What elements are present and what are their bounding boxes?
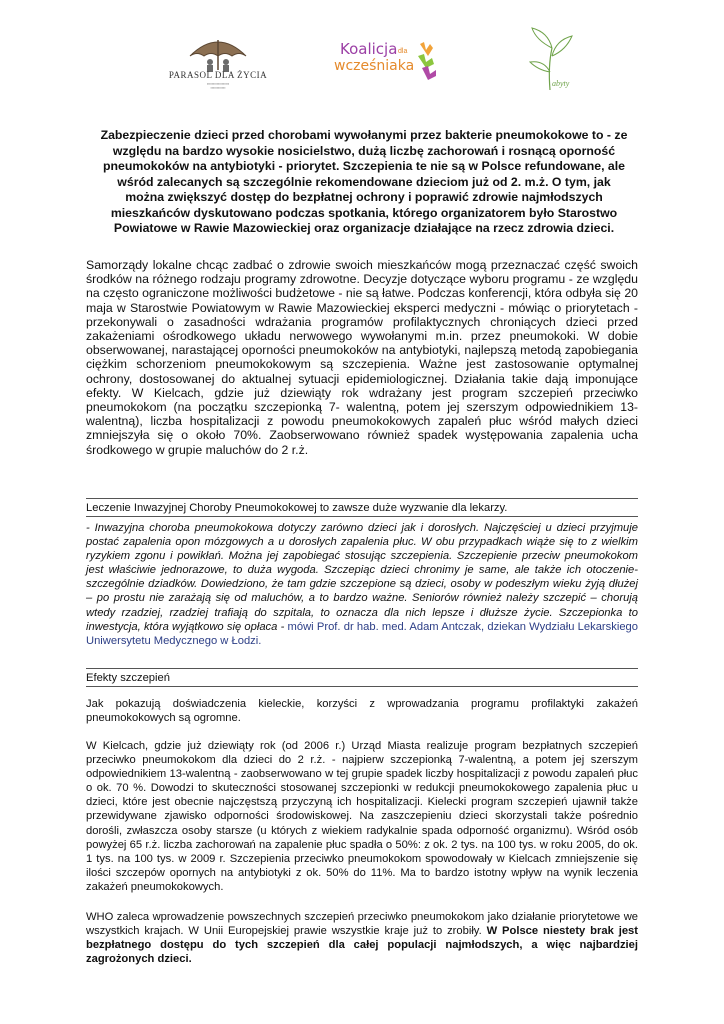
koalicja-dla-wczesniaka-logo [330, 36, 440, 96]
koalicja-word: Koalicja [340, 40, 398, 58]
plant-logo-text: abyty [552, 79, 570, 88]
logo-bar [0, 26, 724, 106]
body-paragraph-1: Samorządy lokalne chcąc zadbać o zdrowie swoich mieszkańców mogą przeznaczać część swoich środków na różnego rodzaju programy zdrowotne. Decyzje dotyczące wyboru programu - ze względu na często ograniczone możliwości budżetowe - nie są łatwe. Podczas konferencji, która odbyła się 20 maja w Starostwie Powiatowym w Rawie Mazowieckiej eksperci medyczni - mówiąc o priorytetach - przekonywali o zasadności wdrażania programów profilaktycznych chroniących dzieci przed zakażeniami ośrodkowego układu nerwowego wywołanymi m.in. przez pneumokoki. W dobie obserwowanej, narastającej oporności pneumokoków na antybiotyki, najlepszą metodą zapobiegania ciężkim schorzeniom pneumokokowym są szczepienia. Ważne jest zastosowanie optymalnej ochrony, dostosowanej do aktualnej sytuacji epidemiologicznej. Działania takie dają imponujące efekty. W Kielcach, gdzie już dziewiąty rok wdrażany jest program szczepień przeciwko pneumokokom (na początku szczepionką 7- walentną, potem jej szerszym odpowiednikiem 13- walentną), liczba hospitalizacji z powodu pneumokokowych zapaleń płuc wśród małych dzieci zmniejszyła się o około 70%. Zaobserwowano również spadek występowania zapalenia ucha środkowego w grupie maluchów do 2 r.ż. [86, 258, 638, 457]
quote-text: - Inwazyjna choroba pneumokokowa dotyczy zarówno dzieci jak i dorosłych. Najczęściej u dzieci przyjmuje postać zapalenia opon mózgowych a u dorosłych zapalenia płuc. W obu przypadkach wiąże się to z wielkim ryzykiem zgonu i powikłań. Można jej zapobiegać stosując szczepienia. Szczepienie przeciw pneumokokom jest właściwie jednorazowe, to duża wygoda. Szczepiąc dzieci chronimy je same, ale także ich otoczenie- szczególnie dziadków. Dowiedziono, że tam gdzie szczepione są dzieci, osoby w podeszłym wieku żyją dłużej – po prostu nie zarażają się od maluchów, a to bardzo ważne. Seniorów również należy szczepić – chorują wtedy rzadziej, rzadziej trafiają do szpitala, to oznacza dla nich lepsze i dłuższe życie. Szczepionka to inwestycja, która wyjątkowo się opłaca - [86, 522, 638, 633]
plant-logo [522, 26, 578, 92]
paragraph-4-text: WHO zaleca wprowadzenie powszechnych szczepień przeciwko pneumokokom jako działanie priorytetowe we wszystkich krajach. W Unii Europejskiej prawie wszystkie kraje już to zrobiły. [86, 911, 638, 938]
sprout-icon [522, 26, 578, 92]
section-divider-4 [86, 686, 638, 687]
expert-quote [86, 521, 638, 648]
wczesniaka-word: wcześniaka [334, 58, 415, 74]
koalicja-dla-word: dla [398, 48, 408, 55]
body-paragraph-2: Jak pokazują doświadczenia kieleckie, korzyści z wprowadzania programu profilaktyki zakażeń pneumokokowych są ogromne. [86, 698, 638, 725]
section-divider-3 [86, 668, 638, 669]
parasol-subtext: ▪▪▪▪▪▪▪▪▪▪▪▪▪▪▪▪▪▪ ▪▪▪▪▪▪▪▪▪▪▪▪ [206, 82, 230, 90]
lead-paragraph: Zabezpieczenie dzieci przed chorobami wywołanymi przez bakterie pneumokokowe to - ze względu na bardzo wysokie nosicielstwo, dużą liczbę zachorowań i rosnącą oporność pneumokoków na antybiotyki - priorytet. Szczepienia te nie są w Polsce refundowane, ale wśród zalecanych są szczególnie rekomendowane dzieciom już od 2. m.ż. O tym, jak można zwiększyć dostęp do bezpłatnej ochrony i poprawić zdrowie najmłodszych mieszkańców dyskutowano podczas spotkania, którego organizatorem było Starostwo Powiatowe w Rawie Mazowieckiej oraz organizacje działające na rzecz zdrowia dzieci. [100, 128, 628, 235]
section-divider-2 [86, 516, 638, 517]
umbrella-icon [168, 34, 268, 74]
section-heading-efekty: Efekty szczepień [86, 672, 170, 684]
parasol-dla-zycia-logo [168, 34, 268, 100]
hands-icon [414, 40, 440, 84]
section-heading-leczenie: Leczenie Inwazyjnej Choroby Pneumokokowej to zawsze duże wyzwanie dla lekarzy. [86, 502, 508, 514]
parasol-caption: PARASOL DLA ŻYCIA [168, 70, 268, 80]
body-paragraph-4 [86, 910, 638, 966]
section-divider-1 [86, 498, 638, 499]
body-paragraph-3: W Kielcach, gdzie już dziewiąty rok (od 2006 r.) Urząd Miasta realizuje program bezpłatnych szczepień przeciwko pneumokokom dla dzieci do 2 r.ż. - najpierw szczepionką 7-walentną, a potem jej szerszym odpowiednikiem 13-walentną - zaobserwowano w tej grupie spadek liczby hospitalizacji z powodu zapaleń płuc o ok. 70 %. Dowodzi to skuteczności stosowanej szczepionki w redukcji pneumokokowego zapalenia płuc u dzieci, które jest obecnie najczęstszą przyczyną ich hospitalizacji. Kielecki program szczepień ujawnił także przewidywane zjawisko odporności środowiskowej. Na zaszczepieniu dzieci skorzystali także pośrednio dorośli, zwłaszcza osoby starsze (u których z wiekiem radykalnie spada odporność organizmu). Wśród osób powyżej 65 r.ż. liczba zachorowań na zapalenie płuc spadła o 50%: z ok. 2 tys. na 100 tys. w roku 2005, do ok. 1 tys. na 100 tys. w 2009 r. Szczepienia przeciwko pneumokokom spowodowały w Kielcach zmniejszenie się ilości szczepów opornych na antybiotyki z ok. 50% do 11%. Ma to bardzo istotny wpływ na wynik leczenia zakażeń pneumokokowych. [86, 740, 638, 893]
quote-attribution: mówi Prof. dr hab. med. Adam Antczak, dziekan Wydziału Lekarskiego Uniwersytetu Medycznego w Łodzi. [86, 620, 638, 647]
paragraph-4-emphasis: W Polsce niestety brak jest bezpłatnego dostępu do tych szczepień dla całej populacji najmłodszych, a więc najbardziej zagrożonych dzieci. [86, 925, 638, 966]
